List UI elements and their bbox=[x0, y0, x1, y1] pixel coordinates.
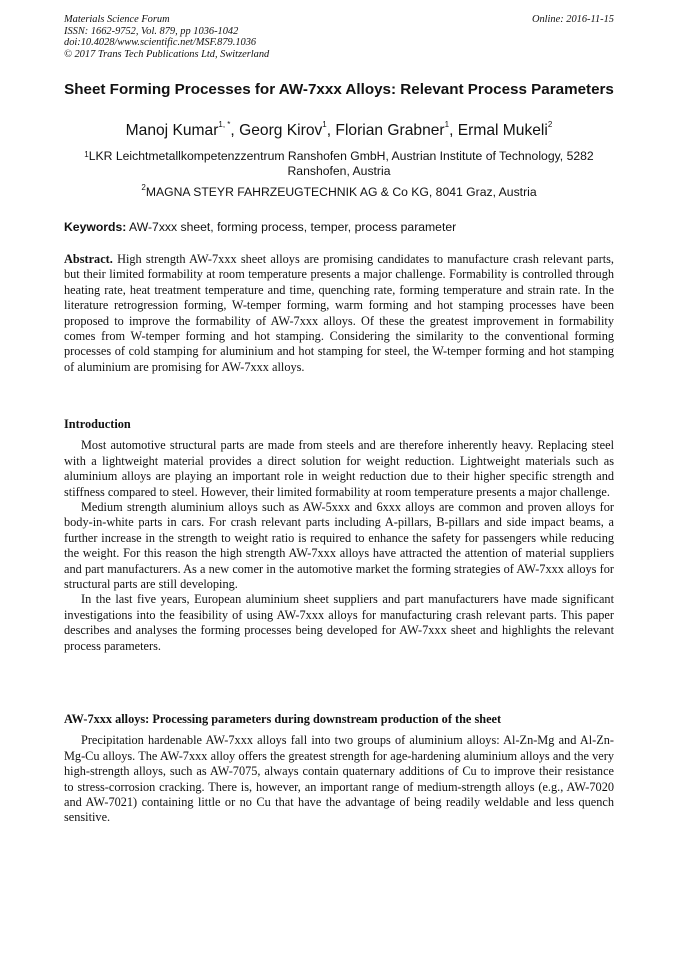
journal-name: Materials Science Forum bbox=[64, 14, 170, 25]
author-sup: 1, * bbox=[218, 120, 231, 129]
section-processing bbox=[64, 712, 614, 826]
author-sup: 2 bbox=[547, 120, 553, 129]
keywords bbox=[64, 220, 456, 234]
author: Ermal Mukeli bbox=[457, 122, 548, 139]
issn: ISSN: 1662-9752, Vol. 879, pp 1036-1042 bbox=[64, 25, 239, 37]
paragraph: Medium strength aluminium alloys such as AW-5xxx and 6xxx alloys are common and proven alloys for body-in-white parts in cars. For crash relevant parts including A-pillars, B-pillars and side impact beams, a further increase in the strength to weight ratio is required to enhance the safety for passengers while reducing the weight. For this reason the high strength AW-7xxx alloys have attracted the attention of material suppliers and part manufacturers. As a new comer in the automotive market the forming strategies of AW-7xxx alloys for structural parts are still developing. bbox=[64, 500, 614, 592]
author-sup: 1 bbox=[444, 120, 450, 129]
paragraph: Most automotive structural parts are made from steels and are therefore inherently heavy. Replacing steel with a lightweight material provides a direct solution for weight reduction. Lightweight materials such as aluminium alloys are playing an important role in weight reduction due to their higher specific strength and stiffness compared to steel. However, their limited formability at room temperature presents a major challenge. bbox=[64, 438, 614, 499]
authors: Manoj Kumar$^{1, *}$, Georg Kirov$^1$, Florian Grabner$^1$, Ermal Mukeli$^2$ bbox=[125, 120, 553, 139]
paragraph: Precipitation hardenable AW-7xxx alloys fall into two groups of aluminium alloys: Al-Zn-Mg and Al-Zn-Mg-Cu alloys. The AW-7xxx alloy offers the greatest strength for age-hardening aluminium alloys and the very high-strength alloys, such as AW-7075, always contain quaternary additions of Cu to improve their resistance to stress-corrosion cracking. There is, however, an important range of medium-strength alloys (e.g., AW-7020 and AW-7021) containing little or no Cu that have the advantage of being readily weldable and less quench sensitive. bbox=[64, 733, 614, 825]
aff-text: MAGNA STEYR FAHRZEUGTECHNIK AG & Co KG, 8041 Graz, Austria bbox=[145, 185, 537, 199]
copyright: © 2017 Trans Tech Publications Ltd, Switzerland bbox=[64, 48, 270, 60]
section-introduction bbox=[64, 417, 614, 654]
abstract bbox=[64, 252, 614, 375]
aff-text: LKR Leichtmetallkompetenzzentrum Ranshofen GmbH, Austrian Institute of Technology, 5282 Ranshofen, Austria bbox=[88, 149, 594, 178]
author-sup: 1 bbox=[322, 120, 327, 129]
abstract-label: Abstract. bbox=[64, 252, 113, 266]
author: Georg Kirov bbox=[239, 122, 323, 139]
affiliation-2 bbox=[64, 185, 614, 199]
author: Florian Grabner bbox=[335, 122, 445, 139]
keywords-text: AW-7xxx sheet, forming process, temper, process parameter bbox=[126, 220, 457, 234]
paragraph: In the last five years, European aluminium sheet suppliers and part manufacturers have made significant investigations into the feasibility of using AW-7xxx alloys for manufacturing crash relevant parts. This paper describes and analyses the forming processes being developed for AW-7xxx sheet and highlights the relevant process parameters. bbox=[64, 592, 614, 653]
section-heading: AW-7xxx alloys: Processing parameters during downstream production of the sheet bbox=[64, 712, 502, 726]
keywords-label: Keywords: bbox=[64, 220, 127, 234]
section-heading: Introduction bbox=[64, 417, 131, 431]
affiliation-1 bbox=[64, 149, 614, 179]
aff-sup: 2 bbox=[141, 183, 146, 192]
abstract-text: High strength AW-7xxx sheet alloys are promising candidates to manufacture crash relevant parts, but their limited formability at room temperature presents a major challenge. Formability is controlled through heating rate, heat treatment temperature and time, quenching rate, forming temperature and strain rate. In the literature retrogression forming, W-temper forming, warm forming and hot stamping processes have been proposed to improve the formability of AW-7xxx alloys. Of these the greatest improvement in formability comes from W-temper forming and hot stamping. Considering the similarity to the conventional forming processes of cold stamping for aluminium and hot stamping for steel, the W-temper forming and hot stamping of aluminium are promising for AW-7xxx alloys. bbox=[64, 252, 614, 374]
journal-header bbox=[64, 14, 269, 60]
author: Manoj Kumar bbox=[125, 122, 219, 139]
doi: doi:10.4028/www.scientific.net/MSF.879.1036 bbox=[64, 37, 257, 48]
paper-title: Sheet Forming Processes for AW-7xxx Alloys: Relevant Process Parameters bbox=[64, 81, 614, 98]
aff-sup: 1 bbox=[84, 150, 89, 159]
online-date: Online: 2016-11-15 bbox=[531, 14, 614, 25]
